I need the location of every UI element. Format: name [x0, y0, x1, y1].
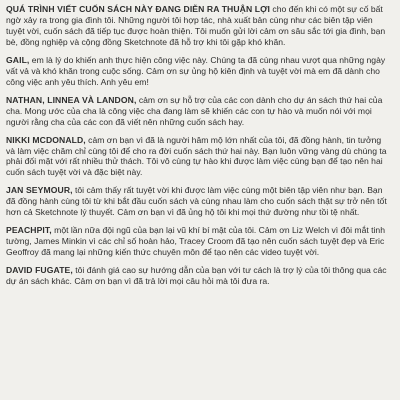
paragraph-peachpit [6, 225, 390, 258]
paragraph-text: em là lý do khiến anh thực hiện công việc này. Chúng ta đã cùng nhau vượt qua những ngày vất vả và khó khăn trong cuộc sống. Cảm ơn sự ủng hộ kiên định và tuyệt vời mà em đã dành cho công việc anh yêu thích. Anh yêu em! [6, 54, 386, 87]
paragraph-text: cảm ơn bạn vì đã là người hâm mộ lớn nhất của tôi, đã đồng hành, tin tưởng và làm việc chăm chỉ cùng tôi để cho ra đời cuốn sách thứ hai này. Bạn luôn vững vàng dù chúng ta phải đối mặt với rất nhiều thử thách. Tôi vô cùng tự hào khi được làm việc cùng bạn để tạo nên hai cuốn sách tuyệt vời và đặc biệt này. [6, 134, 387, 178]
paragraph-jan [6, 185, 390, 218]
paragraph-lead: GAIL, [6, 54, 30, 65]
paragraph-intro [6, 4, 390, 48]
paragraph-nikki [6, 135, 390, 179]
paragraph-children [6, 95, 390, 128]
paragraph-text: tôi cảm thấy rất tuyệt vời khi được làm việc cùng một biên tập viên như bạn. Bạn đã đồng hành cùng tôi từ khi bắt đầu cuốn sách và cùng nhau làm cho cuốn sách thật sự trở nên tốt hơn cả Sketchnote lý thuyết. Cảm ơn bạn vì đã ủng hộ tôi khi mọi thứ đường như tồi tệ nhất. [6, 185, 387, 218]
paragraph-lead: DAVID FUGATE, [6, 265, 73, 276]
paragraph-lead: NATHAN, LINNEA VÀ LANDON, [6, 94, 137, 105]
paragraph-lead: JAN SEYMOUR, [6, 185, 73, 196]
paragraph-text: cho đến khi có một sự cố bất ngờ xảy ra trong gia đình tôi. Những người tôi hợp tác, nhà xuất bản cùng như các biên tập viên tuyệt vời, cuốn sách đã tiếp tục được hoàn thiện. Tôi muốn gửi lời cảm ơn sâu sắc tới gia đình, bạn bè, đồng nghiệp và cộng đồng Sketchnote đã hỗ trợ khi tôi gặp khó khăn. [6, 4, 386, 47]
paragraph-lead: PEACHPIT, [6, 225, 52, 236]
paragraph-text: một lần nữa đội ngũ của bạn lại vũ khí bí mật của tôi. Cảm ơn Liz Welch vì đôi mắt tinh tường, James Minkin vì các chỉ số hoàn hảo, Tracey Croom đã tạo nên cuốn sách tuyệt đẹp và Eric Geoffroy đã mang lại những kiến thức chuyên môn để tạo nên các video tuyệt vời. [6, 225, 385, 258]
paragraph-text: cảm ơn sự hỗ trợ của các con dành cho dự án sách thứ hai của cha. Mong ước của cha là công việc cha đang làm sẽ khiến các con tự hào và muốn nói với mọi người rằng cha của các con đã viết nên những cuốn sách hay. [6, 94, 383, 127]
paragraph-lead: QUÁ TRÌNH VIẾT CUỐN SÁCH NÀY ĐANG DIỄN RA THUẬN LỢI [6, 4, 271, 14]
paragraph-gail [6, 55, 390, 88]
paragraph-david [6, 265, 390, 287]
paragraph-lead: NIKKI MCDONALD, [6, 134, 86, 145]
paragraph-text: tôi đánh giá cao sự hướng dẫn của bạn với tư cách là trợ lý của tôi thông qua các dự án sách khác. Cảm ơn bạn vì đã trả lời mọi câu hỏi mà tôi đưa ra. [6, 265, 387, 287]
